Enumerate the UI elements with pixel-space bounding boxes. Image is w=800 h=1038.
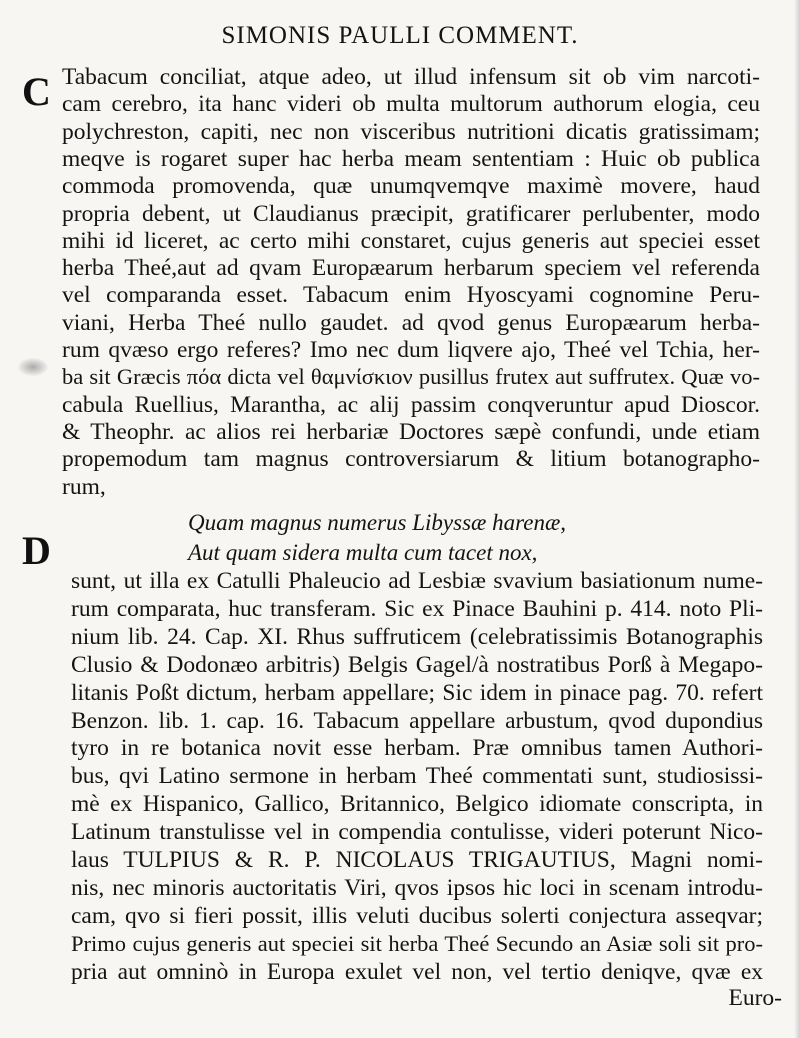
text-line: Primo cujus generis aut speciei sit herba Theé Secundo an Asiæ soli sit pro- [71,930,763,956]
verse-line-2: Aut quam sidera multa cum tacet nox, [188,540,538,565]
signature-marker-c: C [22,69,51,114]
catchword: Euro- [728,985,782,1011]
text-line: Benzon. lib. 1. cap. 16. Tabacum appellare arbustum, qvod dupondius [71,707,763,734]
text-line: rum comparata, huc transferam. Sic ex Pinace Bauhini p. 414. noto Pli- [71,595,763,622]
text-line: Tabacum conciliat, atque adeo, ut illud infensum sit ob vim narcoti- [62,64,760,90]
text-line: herba Theé,aut ad qvam Europæarum herbarum speciem vel referenda [62,255,760,282]
text-line: viani, Herba Theé nullo gaudet. ad qvod genus Europæarum herba- [62,309,760,336]
text-line: rum, [62,473,106,500]
running-header: SIMONIS PAULLI COMMENT. [221,22,579,49]
text-line: laus TULPIUS & R. P. NICOLAUS TRIGAUTIUS, Magni nomi- [71,847,763,873]
text-line: bus, qvi Latino sermone in herbam Theé commentati sunt, studiosissi- [71,763,763,790]
text-line: meqve is rogaret super hac herba meam sententiam : Huic ob publica [62,145,760,172]
text-line: mihi id liceret, ac certo mihi constaret, cujus generis aut speciei esset [62,227,760,254]
text-line: propemodum tam magnus controversiarum & litium botanographo- [62,446,760,473]
text-line: cam, qvo si fieri possit, illis veluti ducibus solerti conjectura asseqvar; [71,902,763,929]
text-line: vel comparanda esset. Tabacum enim Hyoscyami cognomine Peru- [62,282,760,309]
text-line: polychreston, capiti, nec non visceribus nutritioni dicatis gratissimam; [62,118,760,145]
text-line: nis, nec minoris auctoritatis Viri, qvos ipsos hic loci in scenam introdu- [71,874,763,901]
text-line: tyro in re botanica novit esse herbam. Præ omnibus tamen Authori- [71,735,763,762]
text-line: Latinum transtulisse vel in compendia contulisse, videri poterunt Nico- [71,819,763,846]
text-line: nium lib. 24. Cap. XI. Rhus suffruticem (celebratissimis Botanographis [71,623,763,650]
text-line: pria aut omninò in Europa exulet vel non, vel tertio deniqve, qvæ ex [71,958,763,985]
text-line: mè ex Hispanico, Gallico, Britannico, Belgico idiomate conscripta, in [71,791,763,818]
text-line: & Theophr. ac alios rei herbariæ Doctores sæpè confundi, unde etiam [62,418,760,445]
verse-line-1: Quam magnus numerus Libyssæ harenæ, [188,510,567,535]
signature-marker-d: D [22,528,51,573]
page-edge [794,0,800,1038]
text-line: cam cerebro, ita hanc videri ob multa multorum authorum elogia, ceu [62,91,760,118]
text-line: cabula Ruellius, Marantha, ac alij passim conqveruntur apud Dioscor. [62,391,760,418]
text-line: rum qvæso ergo referes? Imo nec dum liqvere ajo, Theé vel Tchia, her- [62,337,760,363]
text-line: litanis Poßt dictum, herbam appellare; Sic idem in pinace pag. 70. refert [71,679,763,706]
text-line: sunt, ut illa ex Catulli Phaleucio ad Lesbiæ svavium basiationum nume- [71,568,763,594]
text-line: ba sit Græcis πόα dicta vel θαμνίσκιον pusillus frutex aut suffrutex. Quæ vo- [62,364,760,390]
text-line: commoda promovenda, quæ unumqvemqve maximè movere, haud [62,173,760,200]
text-line: Clusio & Dodonæo arbitris) Belgis Gagel/à nostratibus Porß à Megapo- [71,651,763,678]
ink-blot [18,358,48,376]
text-line: propria debent, ut Claudianus præcipit, gratificarer perlubenter, modo [62,200,760,227]
